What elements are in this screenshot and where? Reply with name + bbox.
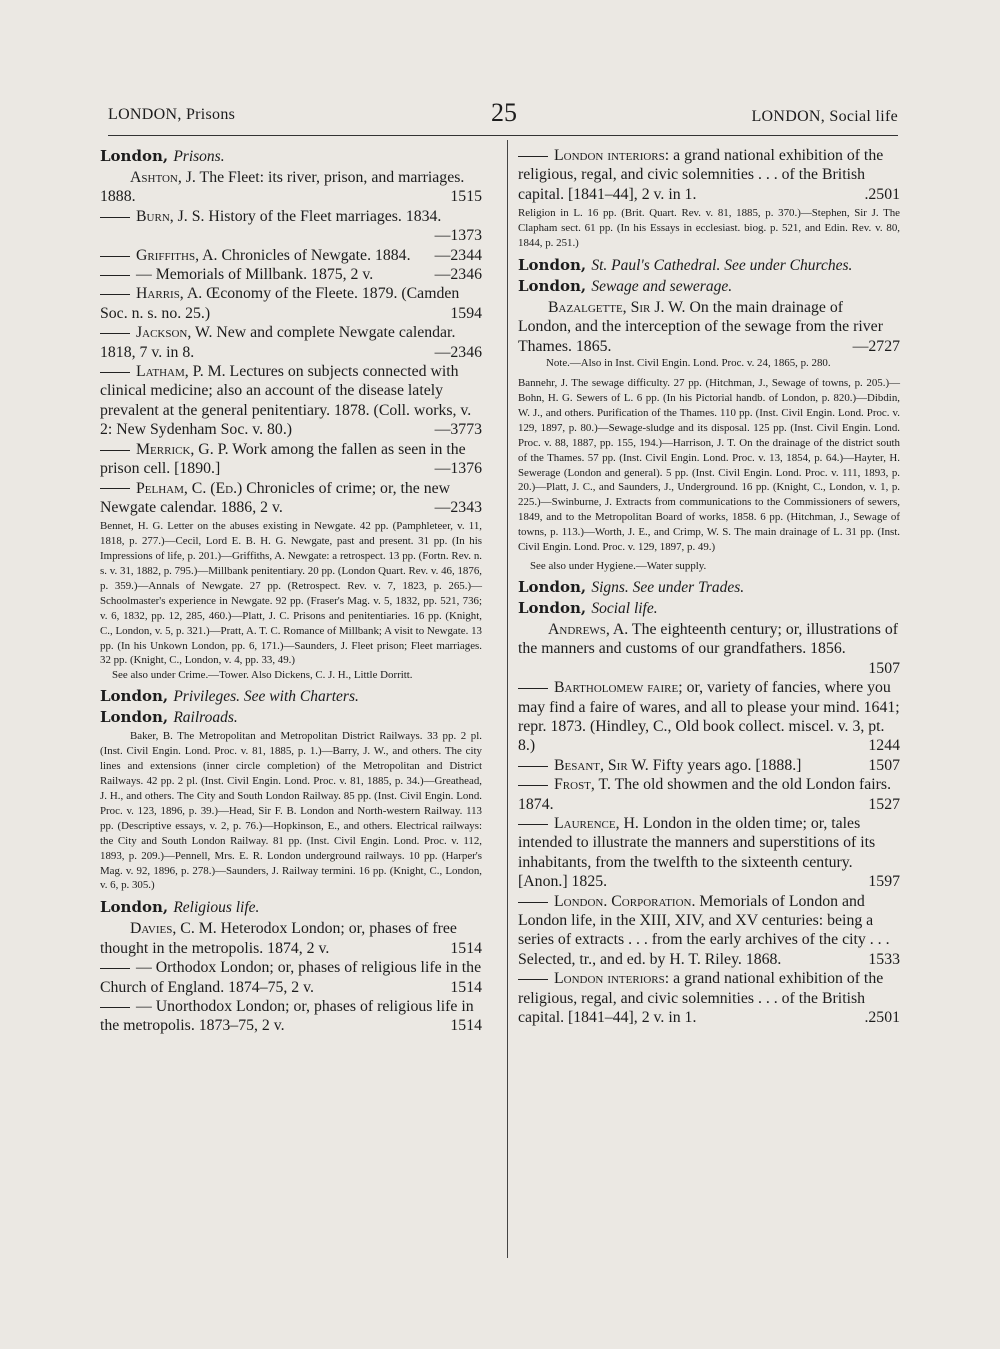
running-head-right: LONDON, Social life [751, 108, 898, 125]
bib-entry [100, 168, 482, 207]
entry-number: 1507 [868, 659, 900, 677]
entry-number: 1597 [868, 873, 900, 891]
entry-text: Chronicles of Newgate. 1884. [221, 246, 411, 264]
section-heading-social [518, 599, 900, 618]
entry-number: 1527 [868, 795, 900, 813]
entry-author: Laurence, H. [554, 815, 639, 832]
entry-text: Work among the fallen as seen in the prison cell. [1890.] [100, 440, 466, 478]
bib-entry [100, 323, 482, 362]
page-number: 25 [491, 98, 517, 127]
ditto-dash [100, 256, 130, 257]
heading-subject: Signs. See under Trades. [591, 578, 745, 596]
ditto-dash [518, 785, 548, 786]
running-head-left: LONDON, Prisons [108, 106, 236, 123]
entry-number: 1507 [868, 756, 900, 774]
heading-subject: Privileges. See with Charters. [173, 688, 359, 706]
ditto-dash [518, 156, 548, 157]
entry-text: a grand national exhibition of the religious, regal, and civic solemnities . . . of the British capital. [1841–44], 2 v. in 1. [518, 970, 884, 1027]
entry-text: History of the Fleet marriages. 1834. [208, 207, 442, 225]
small-print-railroads: Baker, B. The Metropolitan and Metropolitan District Railways. 33 pp. 2 pl. (Inst. Civil Engin. Lond. Proc. v. 81, 1885, p. 1.)—Barry, J. W., and others. The city lines and extensions (inner circle completion) of the Metropolitan and District Railways. 42 pp. 2 pl. (Inst. Civil Engin. Lond. Proc. v. 81, 1885, p. 34.)—Greathead, J. H., and others. The City and South London Railway. 85 pp. (Inst. Civil Engin. Lond. Proc. v. 123, 1896, p. 39.)—Head, Sir F. B. London and North-western Railway. 113 pp. (Descriptive essays, v. 2, p. 76.)—Hopkinson, E., and others. Electrical railways: the City and South London Railway. 81 pp. (Inst. Civil Engin. Lond. Proc. v. 112, 1893, p. 209.)—Pennell, Mrs. E. R. London underground railways. 10 pp. (Harper's Mag. v. 92, 1896, p. 278.)—Saunders, J. Railway termini. 16 pp. (Knight, C., London, v. 6, p. 305.) [100, 730, 482, 892]
entry-number: —1373 [434, 227, 482, 245]
ditto-dash [100, 488, 130, 489]
entry-author: Burn, J. S. [136, 207, 205, 225]
entry-author: Harris, A. [136, 285, 203, 303]
bib-entry [100, 958, 482, 997]
heading-label: London, [518, 577, 587, 596]
section-heading-prisons [100, 147, 482, 166]
entry-author: London interiors: [554, 147, 670, 164]
entry-number: 1514 [450, 1017, 482, 1035]
entry-text: or, variety of fancies, where you may find a faire of wares, and all to please your mind. 1641; repr. 1873. (Hindley, C., Old book collect. miscel. v. 3, pt. 8.) [518, 679, 900, 755]
ditto-dash [100, 333, 130, 334]
entry-number: 1515 [450, 188, 482, 206]
entry-number: 1244 [868, 737, 900, 755]
see-also-prisons: See also under Crime.—Tower. Also Dickens, C. J. H., Little Dorritt. [112, 669, 413, 682]
ditto-dash [100, 968, 130, 969]
see-also-sewage: See also under Hygiene.—Water supply. [530, 559, 707, 572]
running-head [108, 98, 898, 144]
entry-london-interiors-top [518, 146, 900, 204]
entries-social [518, 620, 900, 1028]
entry-number: —3773 [434, 421, 482, 439]
entry-author: Besant, Sir W. [554, 756, 649, 774]
bib-entry [518, 756, 900, 775]
entry-number: .2501 [864, 185, 900, 203]
entry-author: Frost, T. [554, 776, 611, 794]
heading-subject: Sewage and sewerage. [591, 277, 733, 295]
right-column [518, 146, 900, 1027]
entry-number: —1376 [434, 460, 482, 478]
bib-entry [100, 265, 482, 284]
bib-entry [518, 892, 900, 970]
bib-entry [100, 207, 482, 245]
entry-number: —2344 [434, 246, 482, 264]
section-heading-sewage [518, 277, 900, 296]
entry-text: The Fleet: its river, prison, and marriages. 1888. [100, 169, 465, 206]
entry-author: London. Corporation. [554, 892, 696, 910]
entry-text: Chronicles of crime; or, the new Newgate calendar. 1886, 2 v. [100, 479, 451, 516]
entry-text: New and complete Newgate calendar. 1818, 7 v. in 8. [100, 324, 456, 361]
entry-number: —2346 [434, 266, 482, 284]
ditto-dash [100, 1007, 130, 1008]
left-column [100, 146, 482, 1036]
bib-entry [100, 284, 482, 323]
heading-subject: St. Paul's Cathedral. See under Churches. [591, 256, 853, 274]
column-divider [507, 140, 508, 1258]
bib-entry [100, 479, 482, 518]
ditto-dash [518, 979, 548, 980]
heading-label: London, [518, 276, 587, 295]
entry-text: Œconomy of the Fleete. 1879. (Camden Soc. n. s. no. 25.) [100, 285, 460, 322]
heading-label: London, [518, 598, 587, 617]
entry-number: .2501 [864, 1009, 900, 1027]
heading-label: London, [100, 147, 169, 165]
entry-text: The old showmen and the old London fairs. 1874. [518, 776, 892, 813]
entry-author: London interiors: [554, 970, 670, 988]
bib-entry [518, 620, 900, 677]
heading-label: London, [100, 898, 169, 917]
section-heading-religious [100, 898, 482, 917]
ditto-dash [100, 372, 130, 373]
entry-text: Fifty years ago. [1888.] [652, 756, 802, 774]
bib-entry [518, 775, 900, 814]
entry-text: — Unorthodox London; or, phases of religious life in the metropolis. 1873–75, 2 v. [100, 997, 474, 1035]
bib-entry [100, 440, 482, 479]
section-heading-railroads [100, 708, 482, 727]
entries-religious [100, 919, 482, 1035]
entry-number: 1514 [450, 939, 482, 957]
ditto-dash [518, 824, 548, 825]
entry-number: 1514 [450, 978, 482, 996]
heading-label: London, [518, 255, 587, 274]
small-print-prisons: Bennet, H. G. Letter on the abuses existing in Newgate. 42 pp. (Pamphleteer, v. 11, 1818, p. 277.)—Cecil, Lord E. B. H. G. Newgate, past and present. 31 pp. (In his Impressions of life, p. 201.)—Griffiths, A. Newgate: a retrospect. 13 pp. (Fortn. Rev. n. s. v. 31, 1882, p. 795.)—Millbank penitentiary. 20 pp. (London Quart. Rev. v. 46, 1876, p. 359.)—Annals of Newgate. 27 pp. (Retrospect. Rev. v. 7, 1823, p. 265.)—Schoolmaster's experience in Newgate. 92 pp. (Fraser's Mag. v. 5, 1832, pp. 521, 736; v. 6, 1832, pp. 12, 285, 460.)—Platt, J. C. Prisons and penitentiaries. 16 pp. (Knight, C., London, v. 5, p. 321.)—Pratt, A. T. C. Romance of Millbank; A visit to Newgate. 13 pp. (In his Unkown London, pp. 6, 171.)—Saunders, J. Fleet prison; Fleet marriages. 32 pp. (Knight, C., London, v. 4, pp. 33, 49.) [100, 520, 482, 667]
heading-subject: Prisons. [173, 148, 225, 165]
ditto-dash [518, 902, 548, 903]
entry-text: Heterodox London; or, phases of free thought in the metropolis. 1874, 2 v. [100, 920, 457, 957]
entry-bazalgette [518, 298, 900, 356]
bib-entry [100, 246, 482, 265]
entry-text: London in the olden time; or, tales intended to illustrate the manners and superstitions of its inhabitants, from the twelfth to the sixteenth century. [Anon.] 1825. [518, 815, 876, 891]
note-sewage: Note.—Also in Inst. Civil Engin. Lond. Proc. v. 24, 1865, p. 280. [546, 357, 831, 370]
entry-number: —2343 [434, 498, 482, 516]
heading-subject: Religious life. [173, 899, 260, 917]
entry-number: 1533 [868, 950, 900, 968]
entry-number: 1594 [450, 304, 482, 322]
entry-number: —2727 [852, 337, 900, 355]
heading-subject: Social life. [591, 599, 658, 617]
entry-text: — Orthodox London; or, phases of religious life in the Church of England. 1874–75, 2 v. [100, 959, 482, 996]
entry-author: Latham, P. M. [136, 363, 226, 381]
ditto-dash [518, 766, 548, 767]
entry-author: Ashton, J. [130, 169, 196, 186]
ditto-dash [100, 294, 130, 295]
bib-entry [518, 678, 900, 756]
heading-subject: Railroads. [173, 709, 238, 727]
bib-entry [100, 919, 482, 958]
bib-entry [518, 814, 900, 892]
entry-author: Bazalgette, Sir J. W. [548, 298, 686, 316]
entry-text: Memorials of London and London life, in the XIII, XIV, and XV centuries: being a series of extracts . . . from the early archives of the city . . . Selected, tr., and ed. by H. T. Riley. 1868. [518, 892, 890, 968]
entry-text: — Memorials of Millbank. 1875, 2 v. [136, 266, 374, 284]
entry-author: Jackson, W. [136, 324, 213, 342]
entry-author: Davies, C. M. [130, 920, 217, 938]
heading-label: London, [100, 687, 169, 706]
small-print-religion: Religion in L. 16 pp. (Brit. Quart. Rev. v. 81, 1885, p. 370.)—Stephen, Sir J. The Clapham sect. 61 pp. (In his Essays in ecclesiast. biog. p. 521, and Edin. Rev. v. 80, 1844, p. 251.) [518, 207, 900, 250]
bib-entry [518, 969, 900, 1027]
ditto-dash [518, 688, 548, 689]
entry-text: a grand national exhibition of the religious, regal, and civic solemnities . . . of the British capital. [1841–44], 2 v. in 1. [518, 147, 884, 203]
entry-author: Pelham, C. (Ed.) [136, 479, 243, 497]
section-heading-pauls [518, 256, 900, 275]
entry-author: Andrews, A. [548, 620, 629, 638]
entry-text: The eighteenth century; or, illustrations of the manners and customs of our grandfathers. 1856. [518, 620, 899, 658]
section-heading-signs [518, 578, 900, 597]
bib-entry [100, 362, 482, 440]
entry-author: Merrick, G. P. [136, 440, 229, 458]
entries-prisons [100, 168, 482, 517]
ditto-dash [100, 450, 130, 451]
ditto-dash [100, 217, 130, 218]
ditto-dash [100, 275, 130, 276]
header-rule [108, 135, 898, 136]
small-print-sewage: Bannehr, J. The sewage difficulty. 27 pp. (Hitchman, J., Sewage of towns, p. 205.)—Bohn, H. G. Sewers of L. 6 pp. (In his Pictorial handb. of London, p. 820.)—Dibdin, W. J., and others. Purification of the Thames. 110 pp. (Inst. Civil Engin. Lond. Proc. v. 129, 1897, p. 80.)—Sewage-sludge and its disposal. 125 pp. (Inst. Civil Engin. Lond. Proc. v. 88, 1887, pp. 155, 194.)—Harrison, J. T. On the drainage of the district south of the Thames. 57 pp. (Inst. Civil Engin. Lond. Proc. v. 13, 1854, p. 64.)—Hayter, H. Sewerage (London and general). 5 pp. (Inst. Civil Engin. Lond. Proc. v. 111, 1893, p. 20.)—Platt, J. C., and Saunders, J., Underground. 16 pp. (Knight, C., London, v. 1, p. 225.)—Swinburne, J. Extracts from communications to the Commissioners of sewers, 1849, and to the Metropolitan Board of works, 1858. 6 pp. (Hitchman, J., Sewage of towns, p. 113.)—Worth, J. E., and Crimp, W. S. The main drainage of L. 31 pp. (Inst. Civil Engin. Lond. Proc. v. 129, 1897, p. 49.) [518, 377, 900, 554]
entry-number: —2346 [434, 343, 482, 361]
entry-author: Bartholomew faire; [554, 679, 683, 697]
entry-text: On the main drainage of London, and the interception of the sewage from the river Thames. 1865. [518, 298, 883, 355]
entry-text: Lectures on subjects connected with clinical medicine; also an account of the disease lately prevalent at the general penitentiary. 1878. (Coll. works, v. 2: New Sydenham Soc. v. 80.) [100, 363, 472, 439]
section-heading-privileges [100, 687, 482, 706]
heading-label: London, [100, 708, 169, 727]
bib-entry [100, 997, 482, 1036]
entry-author: Griffiths, A. [136, 246, 218, 264]
